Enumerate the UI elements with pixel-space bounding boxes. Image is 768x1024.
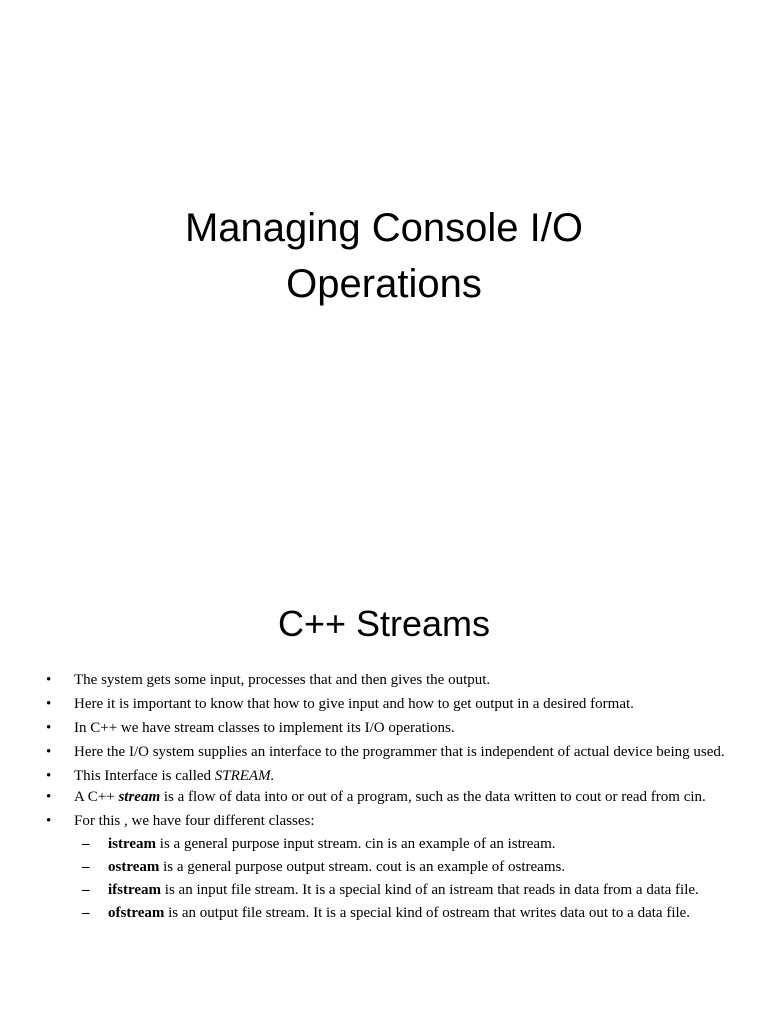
bullet-item: • This Interface is called STREAM. <box>44 766 734 787</box>
stream-term: STREAM. <box>214 768 275 784</box>
slide-title <box>0 200 768 312</box>
bullet-item: • Here it is important to know that how to give input and how to get output in a desired format. <box>44 694 734 715</box>
class-list <box>74 834 734 924</box>
bullet-item: • A C++ stream is a flow of data into or out of a program, such as the data written to cout or read from cin. <box>44 787 734 808</box>
section-title: C++ Streams <box>277 603 491 644</box>
class-name: ifstream <box>108 882 162 898</box>
title-line-2: Operations <box>286 262 482 306</box>
class-item-ostream: – ostream is a general purpose output stream. cout is an example of ostreams. <box>74 857 734 878</box>
class-item-ofstream: – ofstream is an output file stream. It is a special kind of ostream that writes data out to a data file. <box>74 903 734 924</box>
title-line-1: Managing Console I/O <box>184 206 583 250</box>
class-name: ofstream <box>108 905 165 921</box>
bullet-item: • The system gets some input, processes that and then gives the output. <box>44 670 734 691</box>
class-name: istream <box>108 836 157 852</box>
bullet-item: • In C++ we have stream classes to implement its I/O operations. <box>44 718 734 739</box>
stream-keyword: stream <box>118 789 161 805</box>
bullet-item: • For this , we have four different classes: – istream is a general purpose input stream. cin is an example of an istream. – ostream is a general purpose output stream. cout is an example of ostreams. – ifstream is an input file stream. It is a special kind of an istream that reads in data from a data file. – ofstream is an output file stream. It is a special kind of ostream that writes data out to a data file. <box>44 811 734 924</box>
bullet-list <box>44 670 734 927</box>
class-name: ostream <box>108 859 160 875</box>
bullet-item: • Here the I/O system supplies an interface to the programmer that is independent of actual device being used. <box>44 742 734 763</box>
class-item-ifstream: – ifstream is an input file stream. It is a special kind of an istream that reads in data from a data file. <box>74 880 734 901</box>
class-item-istream: – istream is a general purpose input stream. cin is an example of an istream. <box>74 834 734 855</box>
